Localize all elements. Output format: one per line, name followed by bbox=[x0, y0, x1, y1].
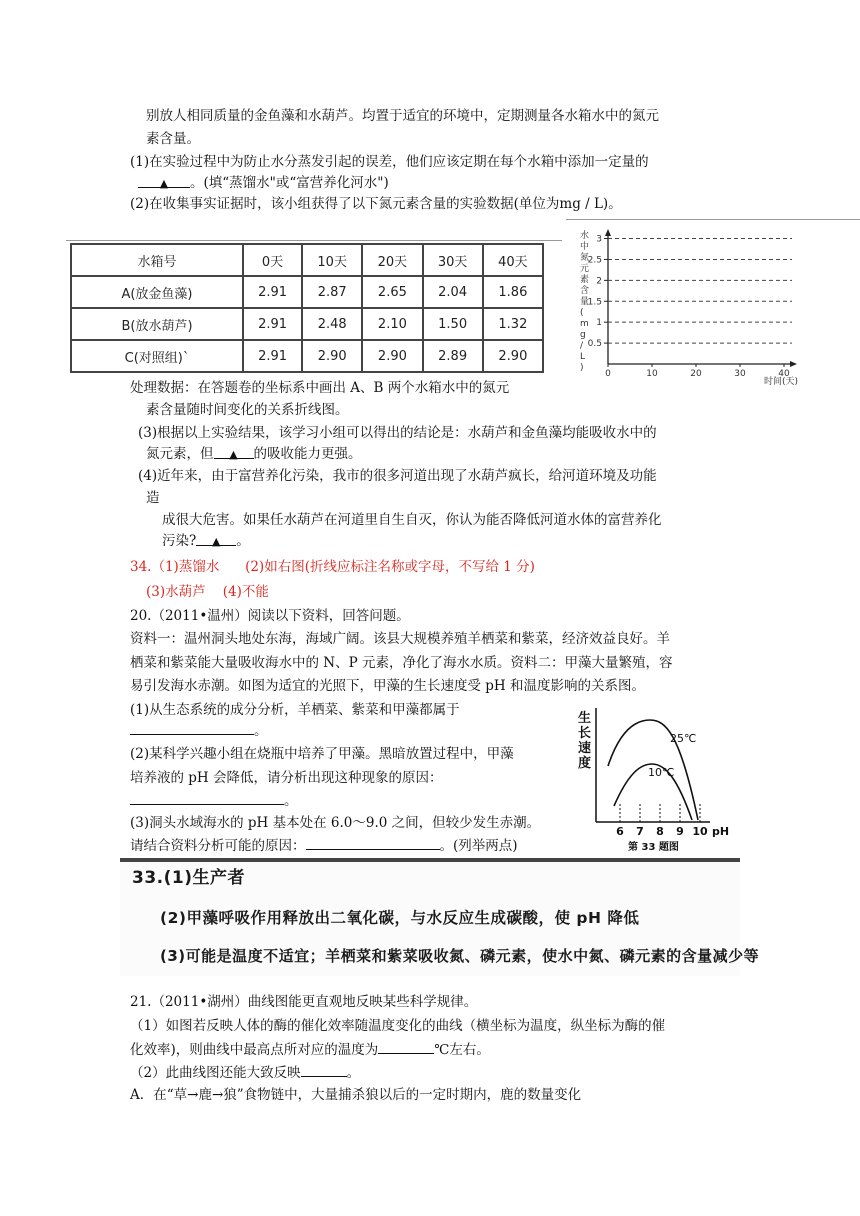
x-tick-label: 8 bbox=[656, 825, 664, 838]
y-tick-label: 2 bbox=[596, 276, 602, 287]
q1-line: (1)在实验过程中为防止水分蒸发引起的误差，他们应该定期在每个水箱中添加一定量的 bbox=[130, 154, 649, 170]
x-tick-label: 10 bbox=[646, 369, 658, 379]
q20-title: 20.（2011•温州）阅读以下资料，回答问题。 bbox=[130, 608, 410, 624]
q21-title: 21.（2011•湖州）曲线图能更直观地反映某些科学规律。 bbox=[130, 994, 478, 1010]
x-tick-label: 30 bbox=[734, 369, 746, 379]
q21-s1-line-1: （1）如图若反映人体的酶的催化效率随温度变化的曲线（横坐标为温度，纵坐标为酶的催 bbox=[130, 1018, 666, 1034]
table-cell: 1.50 bbox=[423, 308, 483, 340]
table-cell: 2.91 bbox=[243, 340, 302, 372]
table-cell: C(对照组)` bbox=[71, 340, 243, 372]
table-cell: 2.87 bbox=[302, 276, 362, 308]
q3-blank bbox=[214, 444, 254, 459]
table-cell: 2.65 bbox=[362, 276, 422, 308]
q20-s2-line-2: 培养液的 pH 会降低，请分析出现这种现象的原因： bbox=[130, 770, 443, 786]
table-header: 10天 bbox=[302, 244, 362, 276]
q3-line-1: (3)根据以上实验结果，该学习小组可以得出的结论是：水葫芦和金鱼藻均能吸收水中的 bbox=[138, 425, 657, 441]
table-header-row bbox=[71, 244, 543, 276]
intro-line-1: 别放人相同质量的金鱼藻和水葫芦。均置于适宜的环境中，定期测量各水箱水中的氮元 bbox=[146, 108, 659, 124]
process-line-1: 处理数据：在答题卷的坐标系中画出 A、B 两个水箱水中的氮元 bbox=[130, 380, 510, 396]
y-tick-label: 3 bbox=[596, 234, 602, 245]
q21-s1-text: 化效率)，则曲线中最高点所对应的温度为 bbox=[130, 1042, 379, 1058]
table-cell: 2.91 bbox=[243, 276, 302, 308]
q21-s1-end: ℃左右。 bbox=[434, 1042, 490, 1058]
series-label-25c: 25℃ bbox=[670, 732, 697, 745]
table-cell: 2.10 bbox=[362, 308, 422, 340]
answer34-line-2: (3)水葫芦 (4)不能 bbox=[146, 584, 269, 600]
answer33-line-3: (3)可能是温度不适宜；羊栖菜和紫菜吸收氮、磷元素，使水中氮、磷元素的含量减少等 bbox=[160, 947, 760, 965]
q1-blank bbox=[138, 173, 190, 188]
q20-s3-blank bbox=[306, 835, 440, 850]
table-cell: 2.90 bbox=[302, 340, 362, 372]
q4-line-2: 造 bbox=[146, 490, 160, 506]
q21-s2-end: 。 bbox=[346, 1065, 361, 1081]
x-tick-label: 0 bbox=[605, 369, 611, 379]
q20-s1-end: 。 bbox=[254, 723, 268, 739]
table-cell: 1.86 bbox=[483, 276, 543, 308]
q20-s3-text: 请结合资料分析可能的原因： bbox=[130, 838, 306, 854]
q20-s1-answer bbox=[130, 720, 268, 741]
nitrogen-axes-chart bbox=[566, 224, 826, 394]
q3-text-end: 的吸收能力更强。 bbox=[253, 446, 362, 462]
triangle-icon: ▲ bbox=[212, 535, 221, 548]
y-tick-label: 0.5 bbox=[587, 339, 602, 350]
x-tick-label: 7 bbox=[636, 825, 644, 838]
triangle-icon: ▲ bbox=[229, 448, 238, 461]
table-cell: 2.91 bbox=[243, 308, 302, 340]
q4-line-3: 成很大危害。如果任水葫芦在河道里自生自灭，你认为能否降低河道水体的富营养化 bbox=[162, 512, 662, 528]
q20-s3-line-1: (3)洞头水域海水的 pH 基本处在 6.0～9.0 之间，但较少发生赤潮。 bbox=[130, 815, 541, 831]
x-tick-label: 6 bbox=[616, 825, 624, 838]
q21-s2-blank bbox=[301, 1062, 347, 1077]
q20-s1-line: (1)从生态系统的成分分析，羊栖菜、紫菜和甲藻都属于 bbox=[130, 702, 460, 718]
q20-material-2: 栖菜和紫菜能大量吸收海水中的 N、P 元素，净化了海水水质。资料二：甲藻大量繁殖，容 bbox=[130, 655, 673, 671]
x-tick-label: 10 bbox=[692, 825, 708, 838]
arrow-up-icon bbox=[605, 229, 611, 236]
chart2-ylabel-char: 生 bbox=[578, 711, 592, 726]
q3-text: 氮元素，但 bbox=[146, 446, 214, 462]
table-cell: 2.90 bbox=[362, 340, 422, 372]
chart1-xlabel: 时间(天) bbox=[764, 377, 799, 387]
q1-answer-line bbox=[138, 173, 389, 193]
answer33-line-2: (2)甲藻呼吸作用释放出二氧化碳，与水反应生成碳酸，使 pH 降低 bbox=[160, 909, 640, 927]
divider bbox=[66, 240, 562, 241]
table-cell: 2.04 bbox=[423, 276, 483, 308]
q21-s1-line-2 bbox=[130, 1039, 490, 1060]
answer33-line-1: 33.(1)生产者 bbox=[132, 868, 245, 888]
chart2-xunit: pH bbox=[712, 825, 730, 838]
q20-s2-line-1: (2)某科学兴趣小组在烧瓶中培养了甲藻。黑暗放置过程中，甲藻 bbox=[130, 746, 514, 762]
table-header: 20天 bbox=[362, 244, 422, 276]
table-header: 水箱号 bbox=[71, 244, 243, 276]
y-tick-label: 2.5 bbox=[587, 255, 602, 266]
q1-choices: 。(填“蒸馏水"或“富营养化河水") bbox=[190, 175, 389, 191]
q21-s2-text: （2）此曲线图还能大致反映 bbox=[130, 1065, 301, 1081]
q4-text-end: 。 bbox=[236, 533, 250, 549]
q20-s2-answer bbox=[130, 790, 298, 811]
q2-line: (2)在收集事实证据时，该小组获得了以下氮元素含量的实验数据(单位为mg / L)。 bbox=[130, 196, 622, 212]
answer33-scan bbox=[120, 858, 760, 976]
nitrogen-data-table bbox=[70, 243, 544, 373]
divider bbox=[566, 219, 860, 220]
triangle-icon: ▲ bbox=[159, 177, 169, 190]
table-row bbox=[71, 308, 543, 340]
process-line-2: 素含量随时间变化的关系折线图。 bbox=[146, 402, 349, 418]
chart2-caption: 第 33 题图 bbox=[628, 842, 679, 853]
chart2-ylabel bbox=[578, 710, 591, 771]
table-header: 30天 bbox=[423, 244, 483, 276]
x-tick-label: 20 bbox=[690, 369, 702, 379]
chart2-ylabel-char: 度 bbox=[578, 756, 592, 771]
q3-line-2 bbox=[146, 444, 362, 464]
q20-s1-blank bbox=[130, 720, 254, 735]
x-tick-label: 40 bbox=[778, 369, 790, 379]
table-cell: 2.89 bbox=[423, 340, 483, 372]
q20-material-3: 易引发海水赤潮。如图为适宜的光照下，甲藻的生长速度受 pH 和温度影响的关系图。 bbox=[130, 678, 645, 694]
table-header: 40天 bbox=[483, 244, 543, 276]
q20-s2-end: 。 bbox=[284, 793, 298, 809]
x-tick-label: 9 bbox=[676, 825, 684, 838]
table-cell: 2.90 bbox=[483, 340, 543, 372]
table-header: 0天 bbox=[243, 244, 302, 276]
table-cell: 1.32 bbox=[483, 308, 543, 340]
chart1-ylabel-text: 水中氮元素含量( m g / L ) bbox=[580, 231, 590, 373]
q4-blank bbox=[196, 531, 236, 546]
q21-s2-line bbox=[130, 1062, 360, 1083]
q20-material-1: 资料一：温州洞头地处东海，海域广阔。该县大规模养殖羊栖菜和紫菜，经济效益良好。羊 bbox=[130, 631, 670, 647]
series-label-10c: 10℃ bbox=[648, 766, 675, 779]
arrow-right-icon bbox=[790, 361, 797, 367]
q4-text: 污染? bbox=[162, 533, 197, 549]
q20-s3-line-2 bbox=[130, 835, 518, 856]
table-cell: 2.48 bbox=[302, 308, 362, 340]
q21-s1-blank bbox=[378, 1039, 434, 1054]
table-cell: A(放金鱼藻) bbox=[71, 276, 243, 308]
answer34-line-1: 34.（1)蒸馏水 (2)如右图(折线应标注名称或字母，不写给 1 分) bbox=[130, 559, 535, 575]
q20-s2-blank bbox=[130, 790, 284, 805]
y-tick-label: 1.5 bbox=[587, 297, 602, 308]
table-row bbox=[71, 340, 543, 372]
scan-edge bbox=[120, 858, 740, 862]
algae-growth-chart bbox=[574, 700, 744, 858]
chart2-ylabel-char: 长 bbox=[578, 726, 592, 741]
y-tick-label: 1 bbox=[596, 318, 602, 329]
table-row bbox=[71, 276, 543, 308]
q21-option-a: A．在“草→鹿→狼”食物链中，大量捕杀狼以后的一定时期内，鹿的数量变化 bbox=[130, 1087, 582, 1103]
q4-line-1: (4)近年来，由于富营养化污染，我市的很多河道出现了水葫芦疯长，给河道环境及功能 bbox=[138, 468, 657, 484]
table-cell: B(放水葫芦) bbox=[71, 308, 243, 340]
intro-line-2: 素含量。 bbox=[146, 131, 200, 147]
q20-s3-end: 。(列举两点) bbox=[439, 838, 518, 854]
chart2-ylabel-char: 速 bbox=[578, 741, 592, 756]
q4-line-4 bbox=[162, 531, 250, 551]
